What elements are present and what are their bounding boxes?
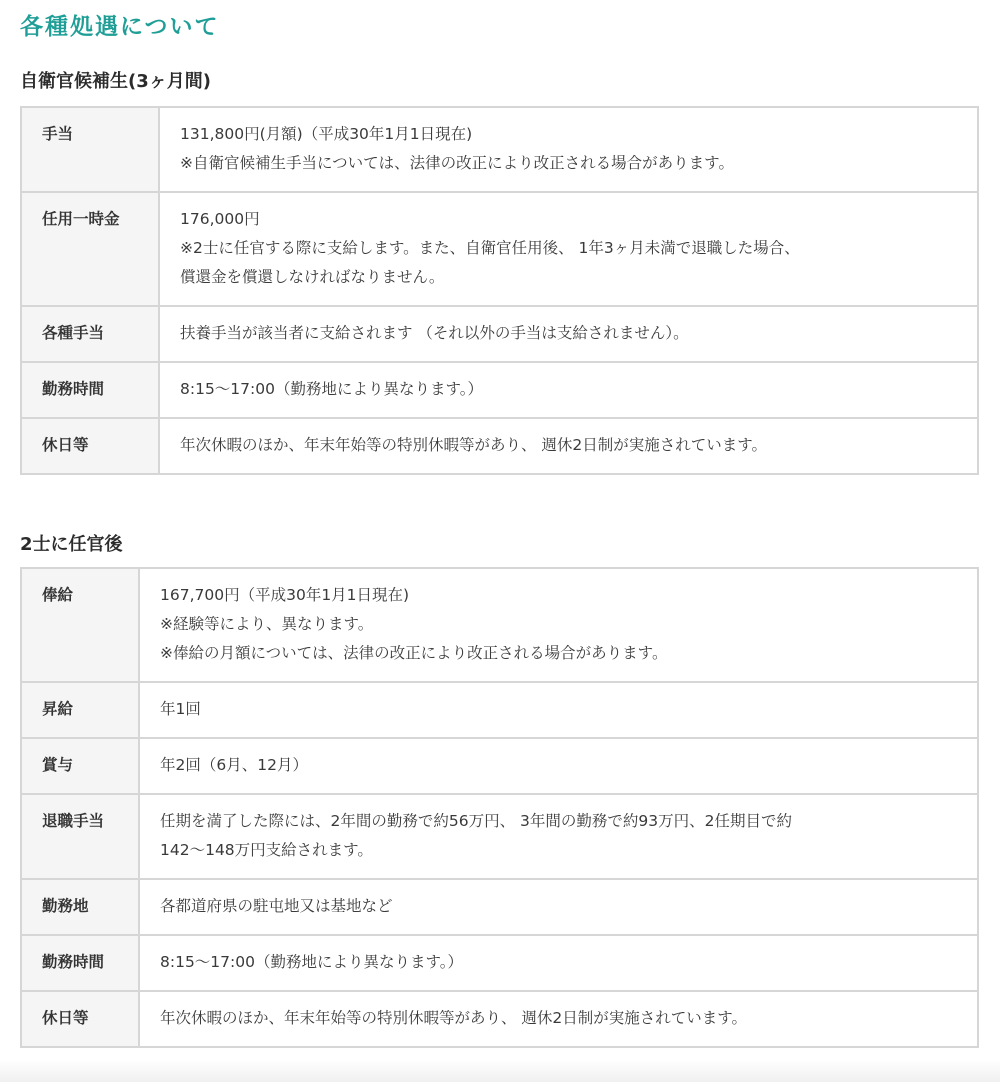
row-label: 任用一時金	[21, 192, 159, 306]
row-label: 休日等	[21, 991, 139, 1047]
bottom-fade	[0, 1060, 1000, 1082]
table-row	[21, 935, 978, 991]
row-value: 年次休暇のほか、年末年始等の特別休暇等があり、 週休2日制が実施されています。	[139, 991, 978, 1047]
table-row	[21, 107, 978, 192]
row-value: 8:15～17:00（勤務地により異なります。）	[139, 935, 978, 991]
row-value: 年1回	[139, 682, 978, 738]
row-label: 勤務時間	[21, 362, 159, 418]
row-label: 退職手当	[21, 794, 139, 879]
row-label: 休日等	[21, 418, 159, 474]
page-title: 各種処遇について	[20, 14, 220, 40]
row-label: 賞与	[21, 738, 139, 794]
row-label: 勤務時間	[21, 935, 139, 991]
row-value: 8:15～17:00（勤務地により異なります。）	[159, 362, 978, 418]
table-row	[21, 362, 978, 418]
table-row	[21, 682, 978, 738]
row-value: 176,000円 ※2士に任官する際に支給します。また、自衛官任用後、 1年3ヶ月未満で退職した場合、 償還金を償還しなければなりません。	[159, 192, 978, 306]
table-row	[21, 306, 978, 362]
row-value: 任期を満了した際には、2年間の勤務で約56万円、 3年間の勤務で約93万円、2任期目で約 142～148万円支給されます。	[139, 794, 978, 879]
table-row	[21, 418, 978, 474]
table-row	[21, 991, 978, 1047]
table-row	[21, 794, 978, 879]
row-label: 昇給	[21, 682, 139, 738]
row-label: 勤務地	[21, 879, 139, 935]
table-row	[21, 192, 978, 306]
table-row	[21, 738, 978, 794]
row-label: 俸給	[21, 568, 139, 682]
row-label: 各種手当	[21, 306, 159, 362]
row-value: 167,700円（平成30年1月1日現在) ※経験等により、異なります。 ※俸給の月額については、法律の改正により改正される場合があります。	[139, 568, 978, 682]
row-value: 各都道府県の駐屯地又は基地など	[139, 879, 978, 935]
candidate-conditions-table	[20, 106, 979, 475]
row-value: 131,800円(月額)（平成30年1月1日現在) ※自衛官候補生手当については、法律の改正により改正される場合があります。	[159, 107, 978, 192]
row-label: 手当	[21, 107, 159, 192]
section-heading-candidate: 自衛官候補生(3ヶ月間)	[20, 71, 211, 92]
row-value: 年次休暇のほか、年末年始等の特別休暇等があり、 週休2日制が実施されています。	[159, 418, 978, 474]
row-value: 扶養手当が該当者に支給されます （それ以外の手当は支給されません）。	[159, 306, 978, 362]
after-appointment-conditions-table	[20, 567, 979, 1048]
table-row	[21, 879, 978, 935]
table-row	[21, 568, 978, 682]
section-heading-after-appointment: 2士に任官後	[20, 534, 123, 555]
row-value: 年2回（6月、12月）	[139, 738, 978, 794]
